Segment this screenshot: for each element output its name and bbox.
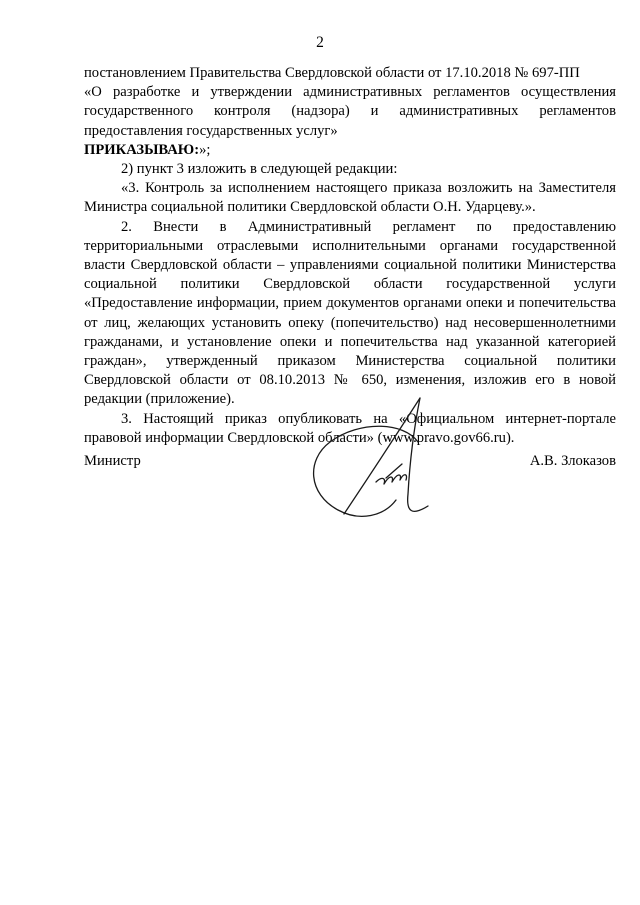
item-2-intro: 2) пункт 3 изложить в следующей редакции: xyxy=(121,161,398,178)
preamble-line-1: постановлением Правительства Свердловской области от 17.10.2018 № 697-ПП xyxy=(84,65,580,81)
paragraph-2: 2. Внести в Административный регламент по предоставлению территориальными отраслевыми исполнительными органами государственной власти Свердловской области – управлениями социальной политики Министерства социальной политики Свердловской области государственной услуги «Предоставление информации, прием документов органами опеки и попечительства от лиц, желающих установить опеку (попечительство) над несовершеннолетними гражданами, и установление опеки и попечительства над указанной категорией граждан», утвержденный приказом Министерства социальной политики Свердловской области от 08.10.2013 № 650, изменения, изложив его в новой редакции (приложение). xyxy=(84,218,616,408)
page-number: 2 xyxy=(316,34,324,51)
signatory-title: Министр xyxy=(84,453,141,469)
item-2-text: «3. Контроль за исполнением настоящего приказа возложить на Заместителя Министра социальной политики Свердловской области О.Н. Ударцеву.». xyxy=(84,180,616,216)
preamble-regulation-title: «О разработке и утверждении административных регламентов осуществления государственного контроля (надзора) и административных регламентов предоставления государственных услуг» xyxy=(84,84,616,139)
handwritten-signature xyxy=(300,382,450,532)
paragraph-3: 3. Настоящий приказ опубликовать на «Официальном интернет-портале правовой информации Свердловской области» (www.pravo.gov66.ru). xyxy=(84,410,616,446)
signatory-name: А.В. Злоказов xyxy=(529,453,616,469)
order-word: ПРИКАЗЫВАЮ: xyxy=(84,141,200,158)
order-line xyxy=(84,141,616,160)
order-suffix: »; xyxy=(199,141,211,158)
